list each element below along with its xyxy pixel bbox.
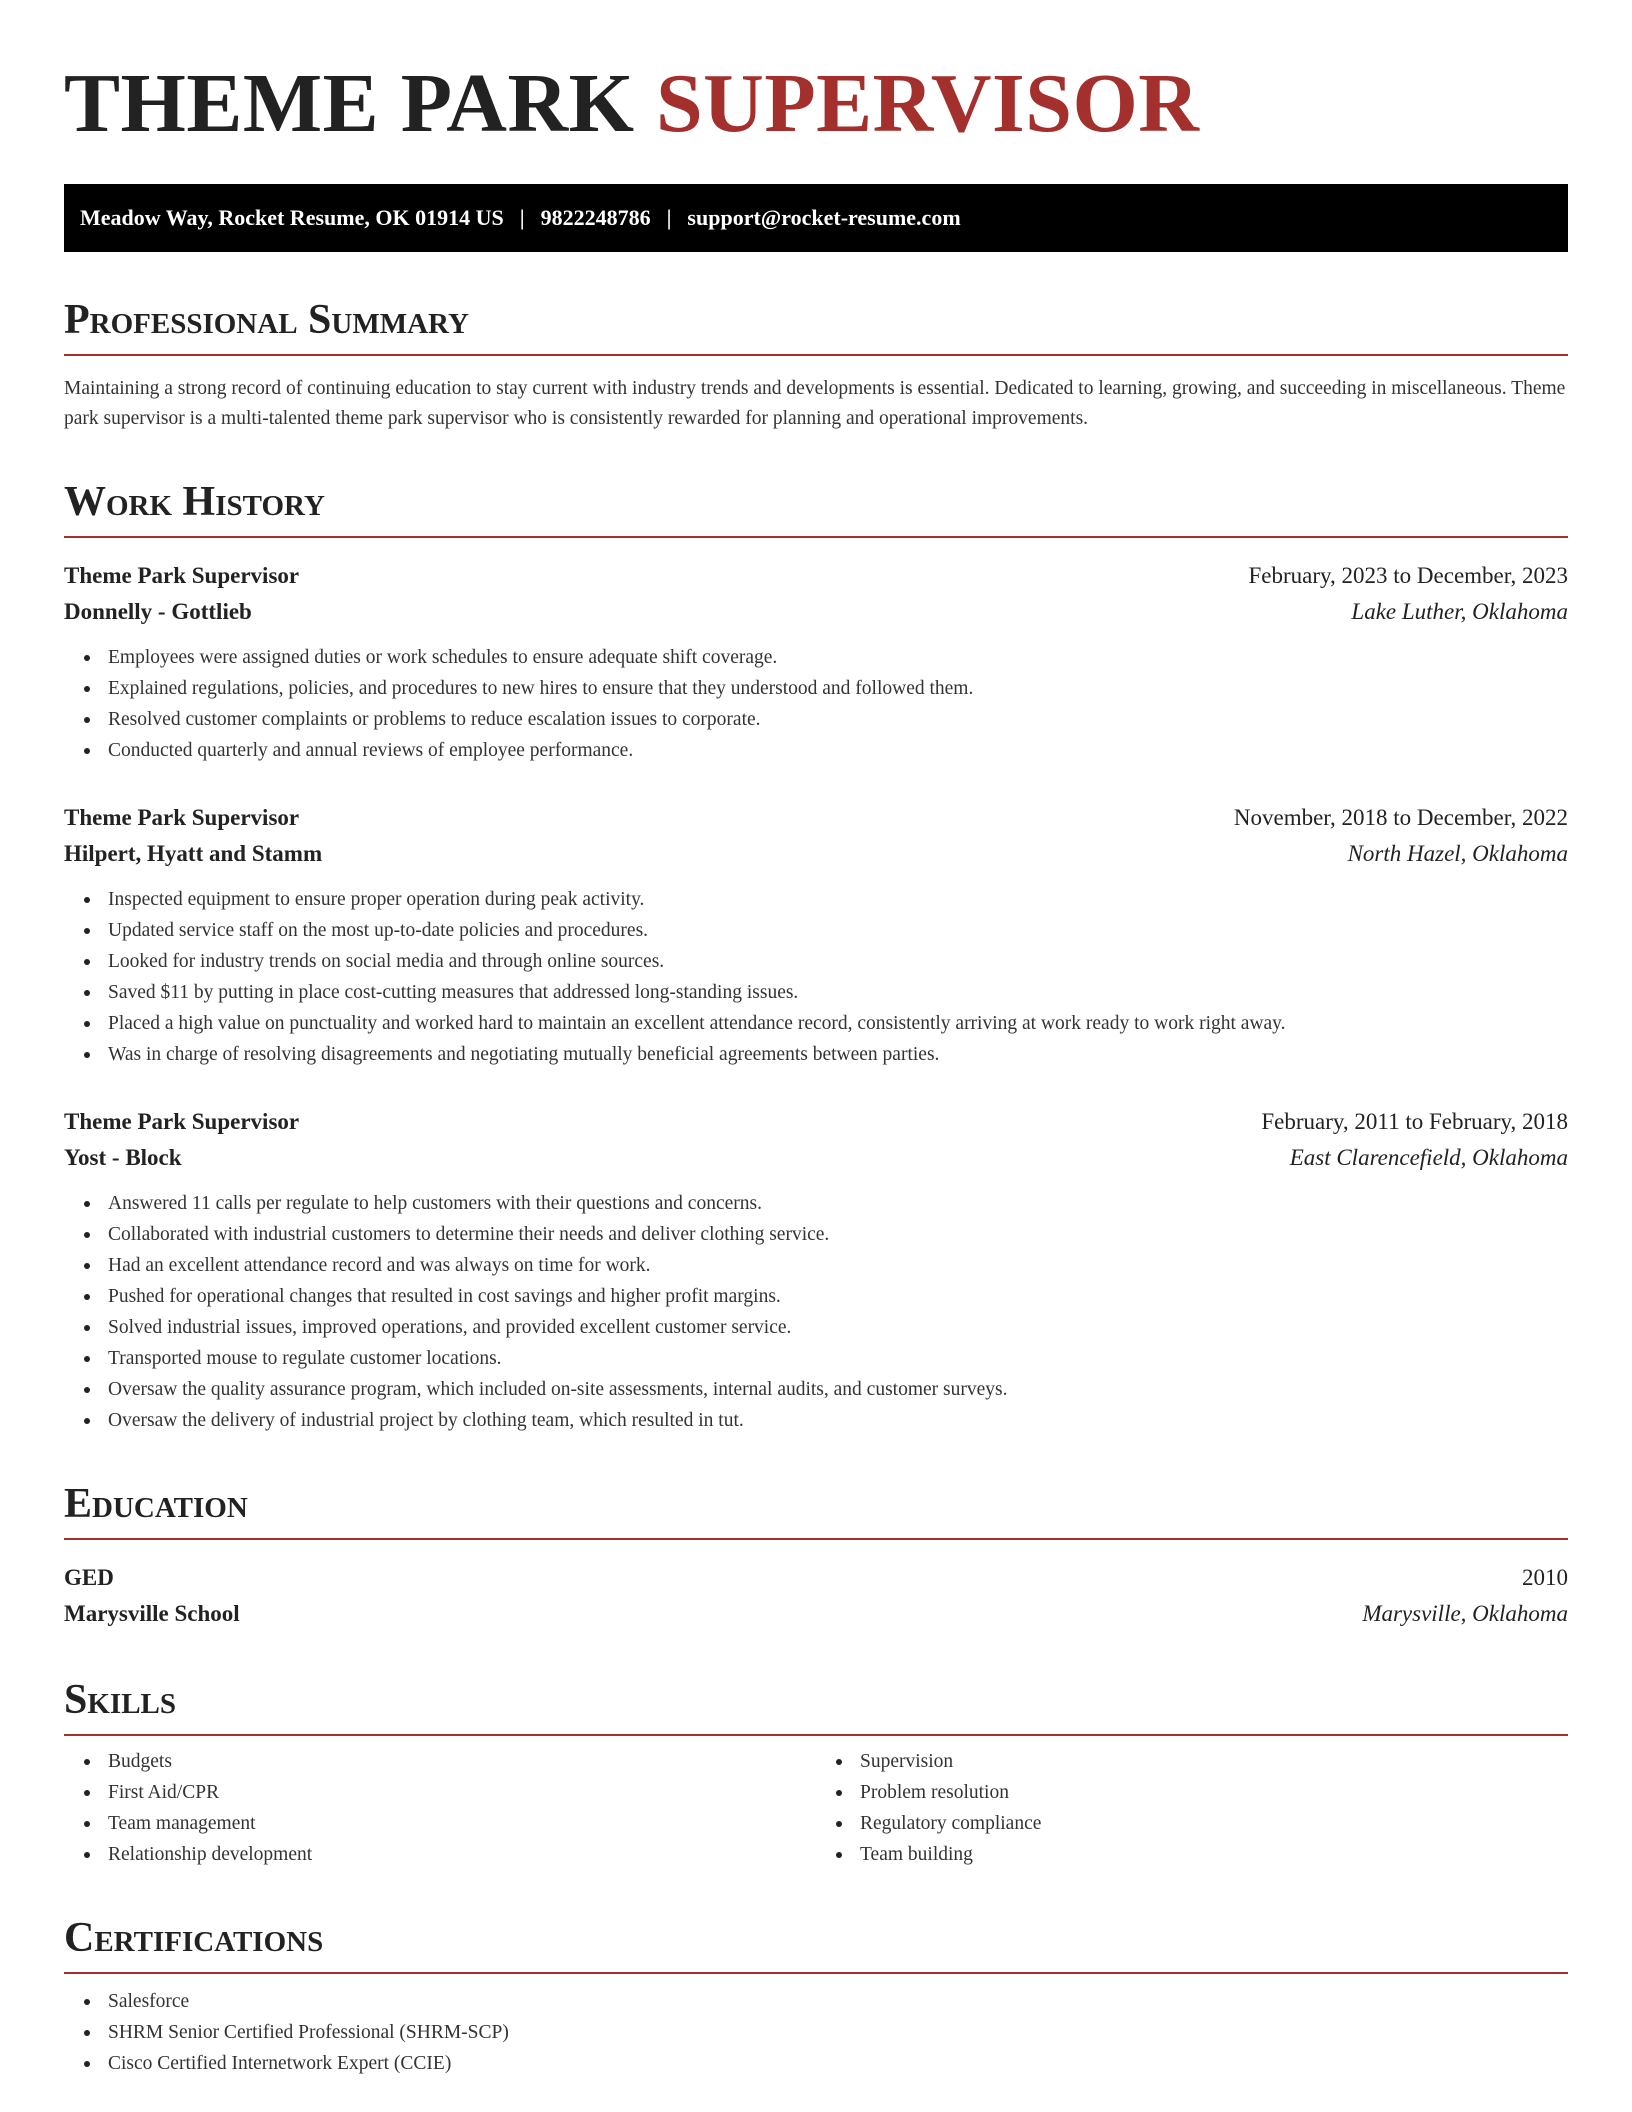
job-bullet: Inspected equipment to ensure proper operation during peak activity. [108, 884, 1568, 915]
skills-heading: Skills [64, 1676, 1568, 1736]
certification-item: SHRM Senior Certified Professional (SHRM-SCP) [108, 2017, 1568, 2048]
skill-item: Team management [108, 1808, 816, 1839]
summary-section [64, 296, 1568, 434]
skills-section [64, 1676, 1568, 1870]
job-bullet: Transported mouse to regulate customer locations. [108, 1343, 1568, 1374]
job-dates: February, 2023 to December, 2023 [1248, 563, 1568, 588]
education-heading: Education [64, 1480, 1568, 1540]
education-degree: GED [64, 1565, 114, 1590]
skills-grid [64, 1746, 1568, 1870]
education-entry [64, 1560, 1568, 1632]
job-location: Lake Luther, Oklahoma [1351, 599, 1568, 624]
job-bullet: Pushed for operational changes that resulted in cost savings and higher profit margins. [108, 1281, 1568, 1312]
education-row [64, 1596, 1568, 1632]
job-bullet: Oversaw the quality assurance program, which included on-site assessments, internal audits, and customer surveys. [108, 1374, 1568, 1405]
job-list [64, 558, 1568, 1436]
job-bullet: Looked for industry trends on social media and through online sources. [108, 946, 1568, 977]
job-bullet-list [64, 642, 1568, 766]
job-bullet: Saved $11 by putting in place cost-cutting measures that addressed long-standing issues. [108, 977, 1568, 1008]
job-location: East Clarencefield, Oklahoma [1289, 1145, 1568, 1170]
job-bullet: Was in charge of resolving disagreements and negotiating mutually beneficial agreements between parties. [108, 1039, 1568, 1070]
job-bullet: Explained regulations, policies, and procedures to new hires to ensure that they understood and followed them. [108, 673, 1568, 704]
job-company: Donnelly - Gottlieb [64, 599, 252, 624]
job-bullet: Updated service staff on the most up-to-date policies and procedures. [108, 915, 1568, 946]
title-accent: SUPERVISOR [655, 57, 1200, 150]
contact-email: support@rocket-resume.com [687, 205, 961, 230]
job-company: Hilpert, Hyatt and Stamm [64, 841, 323, 866]
job-bullet: Employees were assigned duties or work schedules to ensure adequate shift coverage. [108, 642, 1568, 673]
job-row [64, 594, 1568, 630]
summary-text: Maintaining a strong record of continuing education to stay current with industry trends and developments is essential. Dedicated to learning, growing, and succeeding in miscellaneous. Theme park supervisor is a multi-talented theme park supervisor who is consistently rewarded for planning and operational improvements. [64, 378, 1566, 429]
job-bullet-list [64, 884, 1568, 1070]
education-section [64, 1480, 1568, 1632]
resume-title [64, 56, 1568, 152]
job-company: Yost - Block [64, 1145, 182, 1170]
job-location: North Hazel, Oklahoma [1347, 841, 1568, 866]
job-bullet: Collaborated with industrial customers to determine their needs and deliver clothing service. [108, 1219, 1568, 1250]
job-row [64, 800, 1568, 836]
skill-item: Relationship development [108, 1839, 816, 1870]
job-entry [64, 558, 1568, 766]
skill-item: Supervision [860, 1746, 1568, 1777]
education-school: Marysville School [64, 1601, 240, 1626]
contact-phone: 9822248786 [540, 205, 651, 230]
skill-item: Budgets [108, 1746, 816, 1777]
contact-address: Meadow Way, Rocket Resume, OK 01914 US [80, 205, 504, 230]
certifications-list [64, 1986, 1568, 2079]
job-dates: February, 2011 to February, 2018 [1261, 1109, 1568, 1134]
job-row [64, 1104, 1568, 1140]
job-bullet: Had an excellent attendance record and was always on time for work. [108, 1250, 1568, 1281]
skill-item: First Aid/CPR [108, 1777, 816, 1808]
work-history-heading: Work History [64, 478, 1568, 538]
certifications-heading: Certifications [64, 1914, 1568, 1974]
job-row [64, 558, 1568, 594]
skill-item: Problem resolution [860, 1777, 1568, 1808]
summary-heading: Professional Summary [64, 296, 1568, 356]
job-bullet: Conducted quarterly and annual reviews of employee performance. [108, 735, 1568, 766]
job-bullet: Solved industrial issues, improved operations, and provided excellent customer service. [108, 1312, 1568, 1343]
title-main: THEME PARK [64, 57, 635, 150]
job-title: Theme Park Supervisor [64, 805, 300, 830]
work-history-section [64, 478, 1568, 1436]
certification-item: Salesforce [108, 1986, 1568, 2017]
contact-bar [64, 184, 1568, 252]
certification-item: Cisco Certified Internetwork Expert (CCIE) [108, 2048, 1568, 2079]
job-bullet: Resolved customer complaints or problems to reduce escalation issues to corporate. [108, 704, 1568, 735]
job-entry [64, 800, 1568, 1070]
job-title: Theme Park Supervisor [64, 1109, 300, 1134]
job-bullet-list [64, 1188, 1568, 1436]
job-row [64, 1140, 1568, 1176]
education-location: Marysville, Oklahoma [1362, 1601, 1568, 1626]
contact-separator: | [519, 205, 525, 230]
skills-column-right [816, 1746, 1568, 1870]
contact-separator: | [666, 205, 672, 230]
job-bullet: Oversaw the delivery of industrial project by clothing team, which resulted in tut. [108, 1405, 1568, 1436]
job-entry [64, 1104, 1568, 1436]
education-year: 2010 [1522, 1565, 1568, 1590]
job-title: Theme Park Supervisor [64, 563, 300, 588]
job-bullet: Placed a high value on punctuality and worked hard to maintain an excellent attendance record, consistently arriving at work ready to work right away. [108, 1008, 1568, 1039]
education-row [64, 1560, 1568, 1596]
job-bullet: Answered 11 calls per regulate to help customers with their questions and concerns. [108, 1188, 1568, 1219]
certifications-section [64, 1914, 1568, 2079]
job-row [64, 836, 1568, 872]
skill-item: Regulatory compliance [860, 1808, 1568, 1839]
skill-item: Team building [860, 1839, 1568, 1870]
skills-column-left [64, 1746, 816, 1870]
job-dates: November, 2018 to December, 2022 [1233, 805, 1568, 830]
